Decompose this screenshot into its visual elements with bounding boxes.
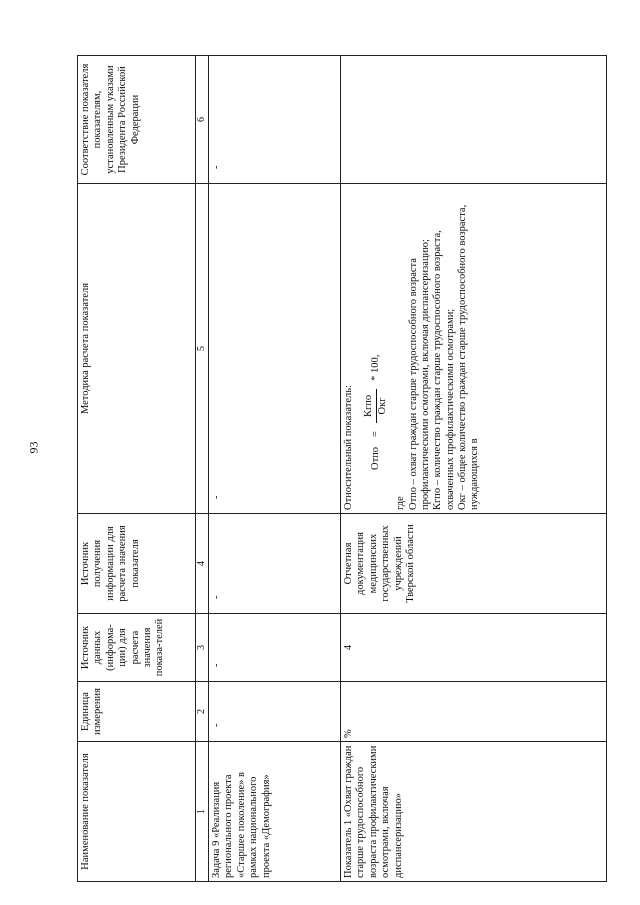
header-decree: Соответствие показателя показателям, установленным указами Президента Российской Федерации (78, 56, 196, 184)
task-row (209, 56, 341, 882)
column-number: 5 (196, 184, 209, 514)
definition-2: Кгпо – количество граждан старше трудоспособного возраста, охваченных профилактическими осмотрами; (432, 230, 456, 510)
indicator-info-source: Отчетная документация медицинских государственных учреждений Тверской области (341, 514, 607, 614)
indicators-table (77, 55, 607, 882)
column-number: 2 (196, 682, 209, 742)
definition-3: Окг – общее количество граждан старше трудоспособного возраста, нуждающихся в (457, 204, 481, 510)
formula-fraction (363, 389, 389, 423)
header-info-source: Источник получения информации для расчета значения показателя (78, 514, 196, 614)
where-label: где (395, 496, 407, 510)
task-unit: - (209, 682, 341, 742)
header-row (78, 56, 196, 882)
formula-denominator: Окг (376, 397, 388, 415)
task-decree: - (209, 56, 341, 184)
task-data-source: - (209, 614, 341, 682)
column-number: 6 (196, 56, 209, 184)
formula (363, 187, 389, 470)
column-number: 4 (196, 514, 209, 614)
formula-equals: = (370, 431, 382, 437)
header-name: Наименование показателя (78, 742, 196, 882)
page-number: 93 (26, 441, 41, 454)
indicator-name: Показатель 1 «Охват граждан старше трудоспособного возраста профилактическими осмотрами, включая диспансеризацию» (341, 742, 607, 882)
formula-lhs: Отпо (370, 446, 382, 470)
method-intro: Относительный показатель: (343, 385, 354, 510)
task-name: Задача 9 «Реализация регионального проекта «Старшее поколение» в рамках национального проекта «Демография» (209, 742, 341, 882)
indicator-method (341, 184, 607, 514)
header-unit: Единица измерения (78, 682, 196, 742)
indicator-data-source: 4 (341, 614, 607, 682)
rotated-table-container (77, 56, 607, 882)
task-method: - (209, 184, 341, 514)
task-info-source: - (209, 514, 341, 614)
indicator-row (341, 56, 607, 882)
formula-numerator: Кгпо (363, 389, 376, 423)
column-number-row (196, 56, 209, 882)
column-number: 1 (196, 742, 209, 882)
column-number: 3 (196, 614, 209, 682)
definition-1: Отпо – охват граждан старше трудоспособного возраста профилактическими осмотрами, включая диспансеризацию; (407, 239, 431, 510)
header-method: Методика расчета показателя (78, 184, 196, 514)
header-data-source: Источник данных (информа-ции) для расчета значения показа-телей (78, 614, 196, 682)
formula-multiplier: * 100, (370, 354, 382, 381)
indicator-decree (341, 56, 607, 184)
indicator-unit: % (341, 682, 607, 742)
